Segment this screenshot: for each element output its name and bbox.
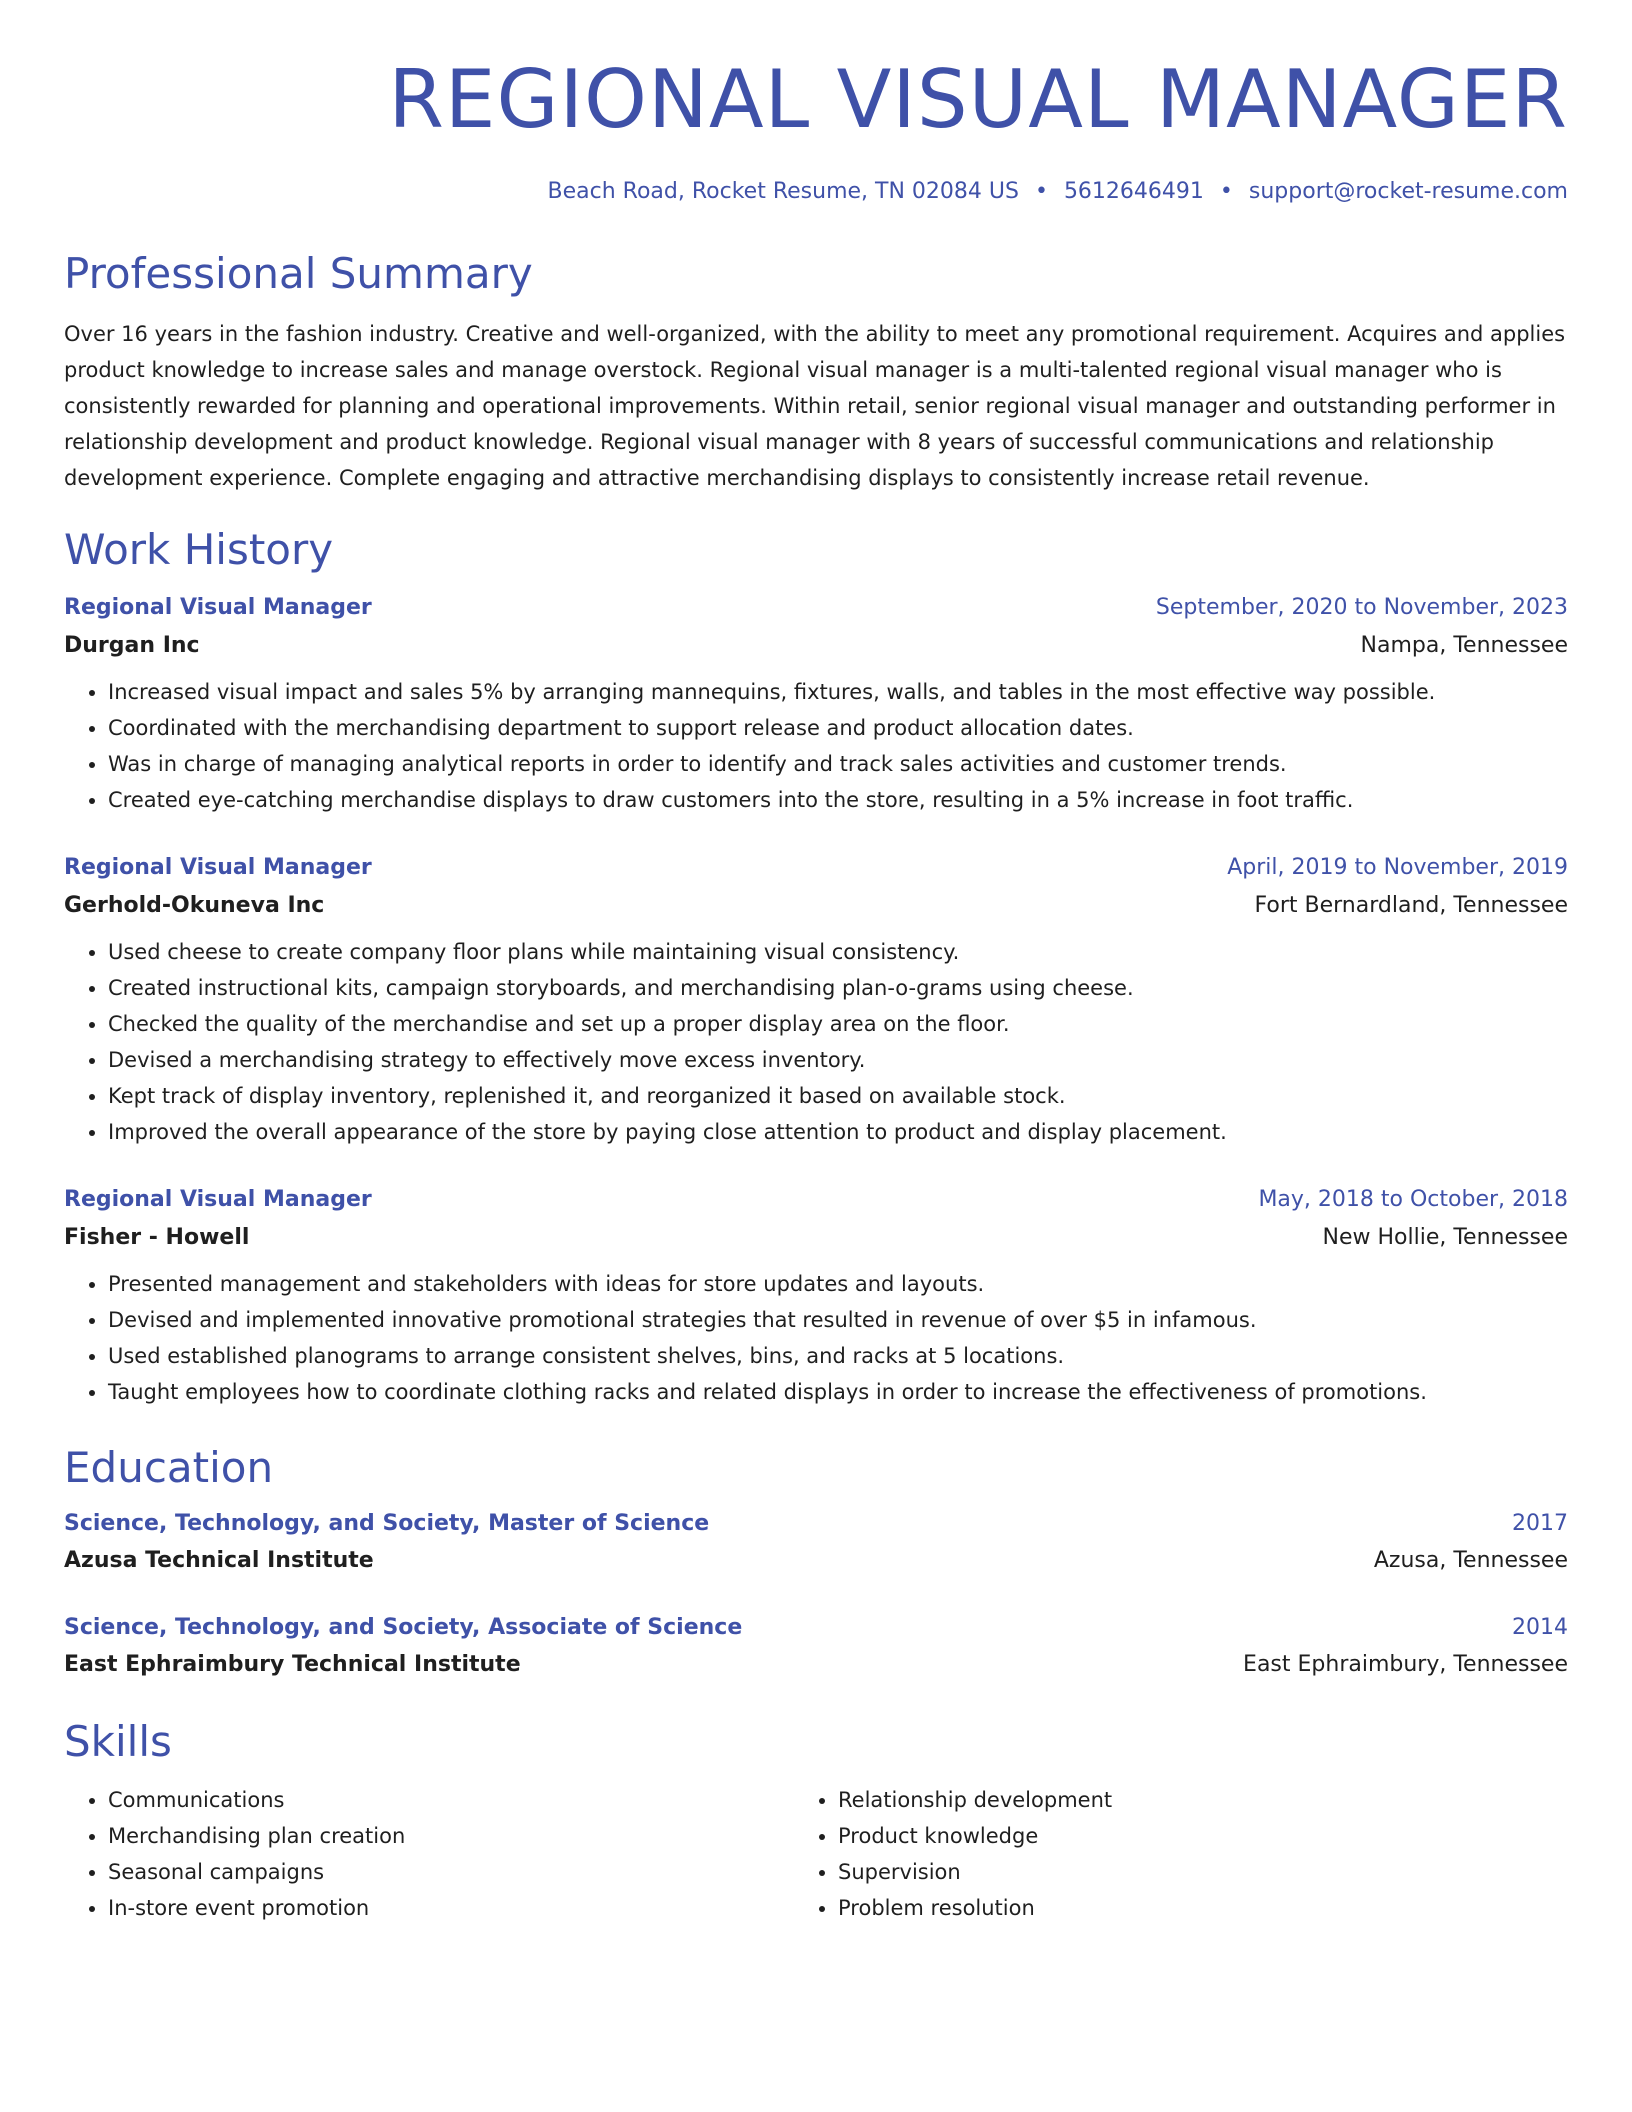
job-entry — [64, 850, 1568, 1150]
job-bullet: • Created instructional kits, campaign storyboards, and merchandising plan-o-grams using cheese. — [108, 970, 1568, 1006]
job-title: Regional Visual Manager — [64, 595, 372, 620]
job-bullet: • Increased visual impact and sales 5% by arranging mannequins, fixtures, walls, and tables in the most effective way possible. — [108, 674, 1568, 710]
job-company: Gerhold-Okuneva Inc — [64, 893, 325, 918]
education-degree: Science, Technology, and Society, Master of Science — [64, 1511, 710, 1536]
job-title: Regional Visual Manager — [64, 855, 372, 880]
job-bullet: • Devised a merchandising strategy to effectively move excess inventory. — [108, 1042, 1568, 1078]
resume-name: REGIONAL VISUAL MANAGER — [388, 53, 1568, 146]
section-title-work: Work History — [64, 525, 334, 574]
skills-column-2 — [764, 1782, 1464, 1926]
section-title-education: Education — [64, 1443, 274, 1492]
education-school: East Ephraimbury Technical Institute — [64, 1652, 521, 1677]
job-bullet: • Coordinated with the merchandising department to support release and product allocation dates. — [108, 710, 1568, 746]
job-bullets — [64, 1266, 1568, 1410]
job-location: Fort Bernardland, Tennessee — [1254, 893, 1568, 918]
job-company: Durgan Inc — [64, 633, 200, 658]
section-education — [64, 1442, 1568, 1684]
contact-phone: 5612646491 — [1063, 179, 1204, 204]
job-bullets — [64, 674, 1568, 818]
job-entry — [64, 590, 1568, 818]
section-title-summary: Professional Summary — [64, 249, 533, 298]
skill-item: • In-store event promotion — [108, 1890, 764, 1926]
job-dates: September, 2020 to November, 2023 — [1155, 595, 1568, 620]
education-degree: Science, Technology, and Society, Associate of Science — [64, 1615, 743, 1640]
job-bullet: • Devised and implemented innovative promotional strategies that resulted in revenue of over $5 in infamous. — [108, 1302, 1568, 1338]
skill-item: • Product knowledge — [838, 1818, 1464, 1854]
job-bullets — [64, 934, 1568, 1150]
job-dates: April, 2019 to November, 2019 — [1227, 855, 1568, 880]
section-work-history — [64, 524, 1568, 1410]
job-title: Regional Visual Manager — [64, 1187, 372, 1212]
job-bullet: • Improved the overall appearance of the store by paying close attention to product and display placement. — [108, 1114, 1568, 1150]
job-location: New Hollie, Tennessee — [1322, 1225, 1568, 1250]
summary-text: Over 16 years in the fashion industry. Creative and well-organized, with the ability to meet any promotional requirement. Acquires and applies product knowledge to increase sales and manage overstock. Regional visual manager is a multi-talented regional visual manager who is consistently rewarded for planning and operational improvements. Within retail, senior regional visual manager and outstanding performer in relationship development and product knowledge. Regional visual manager with 8 years of successful communications and relationship development experience. Complete engaging and attractive merchandising displays to consistently increase retail revenue. — [64, 322, 1566, 490]
job-bullet: • Kept track of display inventory, replenished it, and reorganized it based on available stock. — [108, 1078, 1568, 1114]
contact-line — [64, 176, 1568, 208]
education-location: East Ephraimbury, Tennessee — [1243, 1652, 1568, 1677]
contact-email: support@rocket-resume.com — [1248, 179, 1568, 204]
job-bullet: • Was in charge of managing analytical reports in order to identify and track sales activities and customer trends. — [108, 746, 1568, 782]
contact-address: Beach Road, Rocket Resume, TN 02084 US — [547, 179, 1019, 204]
education-location: Azusa, Tennessee — [1373, 1548, 1568, 1573]
contact-separator: • — [1034, 179, 1048, 204]
skill-item: • Communications — [108, 1782, 764, 1818]
job-entry — [64, 1182, 1568, 1410]
section-skills — [64, 1716, 1568, 1926]
skill-item: • Problem resolution — [838, 1890, 1464, 1926]
contact-separator: • — [1219, 179, 1233, 204]
section-title-skills: Skills — [64, 1717, 172, 1766]
job-bullet: • Used established planograms to arrange consistent shelves, bins, and racks at 5 locations. — [108, 1338, 1568, 1374]
skills-list — [64, 1782, 1568, 1926]
section-summary — [64, 248, 1568, 496]
education-school: Azusa Technical Institute — [64, 1548, 374, 1573]
job-location: Nampa, Tennessee — [1360, 633, 1568, 658]
job-company: Fisher - Howell — [64, 1225, 250, 1250]
job-bullet: • Taught employees how to coordinate clothing racks and related displays in order to increase the effectiveness of promotions. — [108, 1374, 1568, 1410]
education-year: 2014 — [1512, 1615, 1568, 1640]
job-bullet: • Checked the quality of the merchandise and set up a proper display area on the floor. — [108, 1006, 1568, 1042]
education-entry — [64, 1610, 1568, 1684]
skill-item: • Supervision — [838, 1854, 1464, 1890]
job-bullet: • Used cheese to create company floor plans while maintaining visual consistency. — [108, 934, 1568, 970]
skill-item: • Merchandising plan creation — [108, 1818, 764, 1854]
education-entry — [64, 1506, 1568, 1580]
skills-column-1 — [64, 1782, 764, 1926]
education-year: 2017 — [1512, 1511, 1568, 1536]
job-bullet: • Created eye-catching merchandise displays to draw customers into the store, resulting in a 5% increase in foot traffic. — [108, 782, 1568, 818]
skill-item: • Relationship development — [838, 1782, 1464, 1818]
job-dates: May, 2018 to October, 2018 — [1258, 1187, 1568, 1212]
job-bullet: • Presented management and stakeholders with ideas for store updates and layouts. — [108, 1266, 1568, 1302]
skill-item: • Seasonal campaigns — [108, 1854, 764, 1890]
